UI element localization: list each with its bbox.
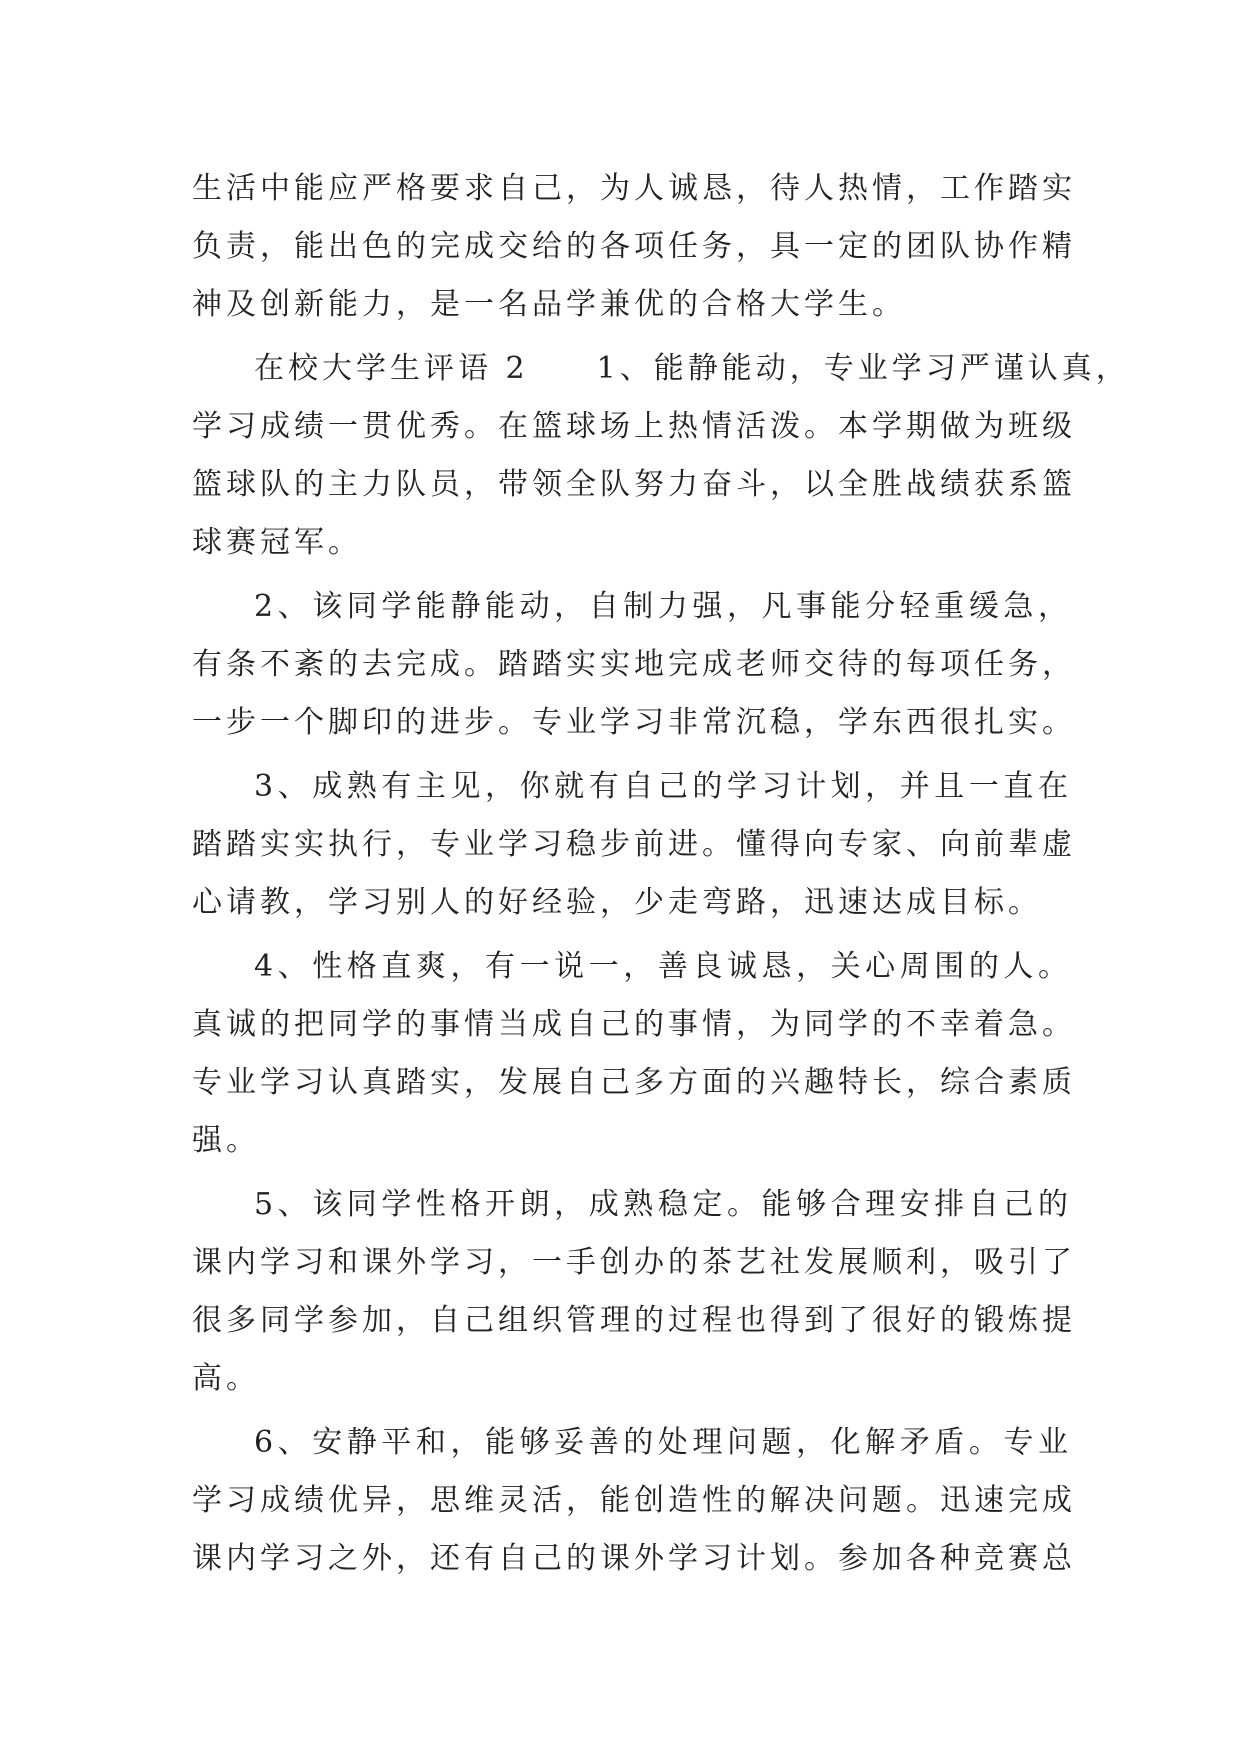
text-line: 2、该同学能静能动，自制力强，凡事能分轻重缓急， — [254, 589, 1072, 624]
text-line: 很多同学参加，自己组织管理的过程也得到了很好的锻炼提 — [192, 1303, 1076, 1338]
text-line: 真诚的把同学的事情当成自己的事情，为同学的不幸着急。 — [192, 1007, 1076, 1042]
text-line: 5、该同学性格开朗，成熟稳定。能够合理安排自己的 — [254, 1187, 1072, 1222]
text-line: 学习成绩优异，思维灵活，能创造性的解决问题。迅速完成 — [192, 1483, 1076, 1518]
text-line: 课内学习和课外学习，一手创办的茶艺社发展顺利，吸引了 — [192, 1245, 1076, 1280]
paragraph-item-6 — [192, 1414, 1076, 1588]
text-line: 负责，能出色的完成交给的各项任务，具一定的团队协作精 — [192, 229, 1076, 264]
paragraph-item-2 — [192, 578, 1076, 752]
text-line: 6、安静平和，能够妥善的处理问题，化解矛盾。专业 — [254, 1425, 1072, 1460]
text-line: 心请教，学习别人的好经验，少走弯路，迅速达成目标。 — [192, 885, 1042, 920]
paragraph-item-3 — [192, 758, 1076, 932]
text-line: 球赛冠军。 — [192, 525, 362, 560]
text-line: 课内学习之外，还有自己的课外学习计划。参加各种竞赛总 — [192, 1541, 1076, 1576]
paragraph-intro-continuation — [192, 160, 1076, 334]
paragraph-item-5 — [192, 1176, 1076, 1408]
text-line: 神及创新能力，是一名品学兼优的合格大学生。 — [192, 287, 906, 322]
paragraph-item-4 — [192, 938, 1076, 1170]
text-line: 有条不紊的去完成。踏踏实实地完成老师交待的每项任务， — [192, 647, 1076, 682]
document-body — [192, 160, 1130, 1594]
text-line: 专业学习认真踏实，发展自己多方面的兴趣特长，综合素质 — [192, 1065, 1076, 1100]
text-line: 高。 — [192, 1361, 260, 1396]
text-line: 篮球队的主力队员，带领全队努力奋斗，以全胜战绩获系篮 — [192, 467, 1076, 502]
text-line: 一步一个脚印的进步。专业学习非常沉稳，学东西很扎实。 — [192, 705, 1076, 740]
paragraph-section-2-item-1 — [192, 340, 1130, 572]
text-line: 3、成熟有主见，你就有自己的学习计划，并且一直在 — [254, 769, 1072, 804]
text-line: 生活中能应严格要求自己，为人诚恳，待人热情，工作踏实 — [192, 171, 1076, 206]
text-line: 在校大学生评语 2 1、能静能动，专业学习严谨认真， — [254, 351, 1130, 386]
text-line: 强。 — [192, 1123, 260, 1158]
text-line: 4、性格直爽，有一说一，善良诚恳，关心周围的人。 — [254, 949, 1072, 984]
text-line: 踏踏实实执行，专业学习稳步前进。懂得向专家、向前辈虚 — [192, 827, 1076, 862]
text-line: 学习成绩一贯优秀。在篮球场上热情活泼。本学期做为班级 — [192, 409, 1076, 444]
